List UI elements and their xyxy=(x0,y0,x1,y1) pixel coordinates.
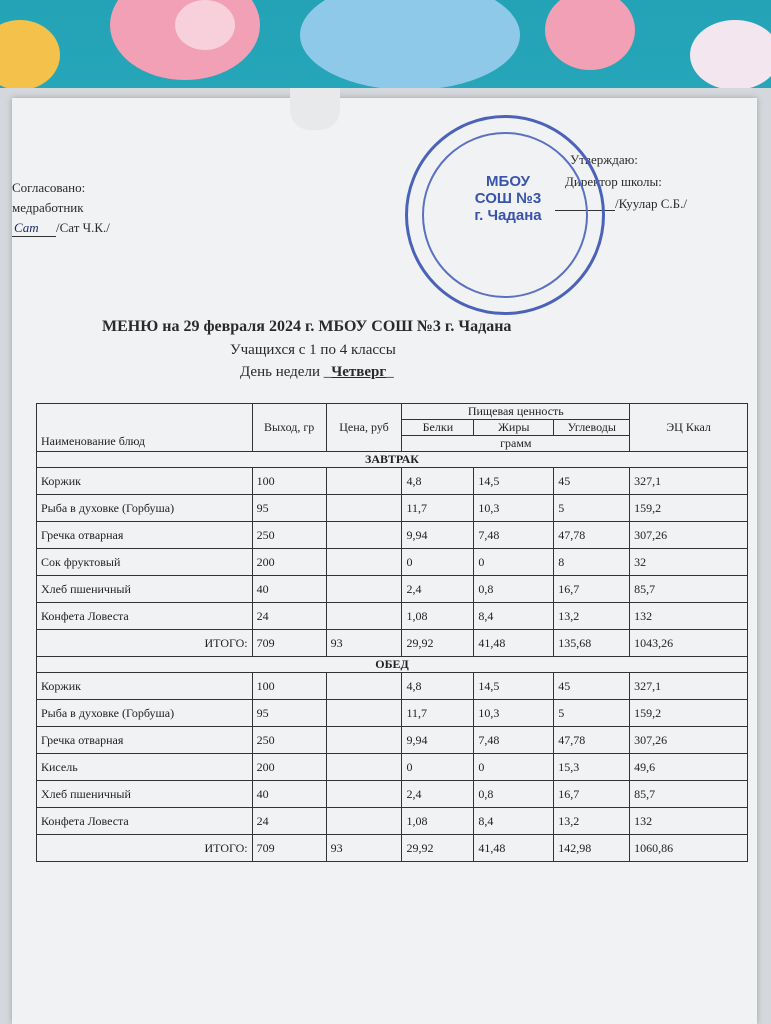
agreed-name: /Сат Ч.К./ xyxy=(56,220,110,235)
cell-carbs: 5 xyxy=(554,700,630,727)
total-carbs: 135,68 xyxy=(554,630,630,657)
menu-table xyxy=(36,403,748,862)
cell-kcal: 159,2 xyxy=(630,495,748,522)
cell-carbs: 16,7 xyxy=(554,781,630,808)
cell-fat: 0 xyxy=(474,549,554,576)
total-label: ИТОГО: xyxy=(37,835,253,862)
table-row xyxy=(37,576,748,603)
cell-protein: 0 xyxy=(402,754,474,781)
cell-name: Гречка отварная xyxy=(37,522,253,549)
cell-carbs: 15,3 xyxy=(554,754,630,781)
flower-decoration xyxy=(545,0,635,70)
flower-decoration xyxy=(690,20,771,90)
table-row xyxy=(37,495,748,522)
menu-table-body xyxy=(37,452,748,862)
col-yield-header: Выход, гр xyxy=(252,404,326,452)
cell-kcal: 159,2 xyxy=(630,700,748,727)
table-row xyxy=(37,549,748,576)
table-row xyxy=(37,522,748,549)
cell-protein: 9,94 xyxy=(402,727,474,754)
cell-price xyxy=(326,468,402,495)
cell-carbs: 45 xyxy=(554,468,630,495)
stamp-line: г. Чадана xyxy=(474,207,542,224)
total-carbs: 142,98 xyxy=(554,835,630,862)
cell-price xyxy=(326,576,402,603)
cell-carbs: 5 xyxy=(554,495,630,522)
weekday-line xyxy=(240,364,394,381)
cell-price xyxy=(326,700,402,727)
section-title: ЗАВТРАК xyxy=(37,452,748,468)
cell-kcal: 132 xyxy=(630,808,748,835)
cell-protein: 9,94 xyxy=(402,522,474,549)
cell-price xyxy=(326,549,402,576)
total-row xyxy=(37,630,748,657)
cell-fat: 14,5 xyxy=(474,468,554,495)
cell-kcal: 307,26 xyxy=(630,522,748,549)
cell-fat: 10,3 xyxy=(474,700,554,727)
cell-carbs: 8 xyxy=(554,549,630,576)
stamp-line: МБОУ xyxy=(486,173,530,190)
col-name-header: Наименование блюд xyxy=(37,404,253,452)
cell-fat: 8,4 xyxy=(474,808,554,835)
cell-yield: 40 xyxy=(252,576,326,603)
cell-fat: 8,4 xyxy=(474,603,554,630)
cell-yield: 95 xyxy=(252,495,326,522)
total-label: ИТОГО: xyxy=(37,630,253,657)
cell-price xyxy=(326,603,402,630)
cell-name: Хлеб пшеничный xyxy=(37,781,253,808)
cell-name: Рыба в духовке (Горбуша) xyxy=(37,700,253,727)
cell-protein: 11,7 xyxy=(402,700,474,727)
cell-fat: 7,48 xyxy=(474,522,554,549)
agreed-role: медработник xyxy=(12,200,84,215)
cell-yield: 95 xyxy=(252,700,326,727)
cell-kcal: 85,7 xyxy=(630,576,748,603)
cell-price xyxy=(326,522,402,549)
total-kcal: 1043,26 xyxy=(630,630,748,657)
total-protein: 29,92 xyxy=(402,835,474,862)
cell-fat: 7,48 xyxy=(474,727,554,754)
cell-price xyxy=(326,727,402,754)
cell-price xyxy=(326,495,402,522)
sleeve-tab xyxy=(290,88,340,130)
col-unit-header: грамм xyxy=(402,436,630,452)
table-row xyxy=(37,808,748,835)
cell-name: Сок фруктовый xyxy=(37,549,253,576)
cell-name: Конфета Ловеста xyxy=(37,808,253,835)
cell-fat: 14,5 xyxy=(474,673,554,700)
col-fat-header: Жиры xyxy=(474,420,554,436)
cell-protein: 4,8 xyxy=(402,468,474,495)
cell-yield: 100 xyxy=(252,673,326,700)
cell-name: Коржик xyxy=(37,673,253,700)
cell-price xyxy=(326,754,402,781)
cell-carbs: 47,78 xyxy=(554,727,630,754)
total-kcal: 1060,86 xyxy=(630,835,748,862)
cell-kcal: 49,6 xyxy=(630,754,748,781)
weekday-label: День недели _ xyxy=(240,364,332,380)
table-row xyxy=(37,781,748,808)
stamp-line: СОШ №3 xyxy=(474,190,542,207)
cell-yield: 24 xyxy=(252,603,326,630)
cell-yield: 100 xyxy=(252,468,326,495)
table-row xyxy=(37,754,748,781)
cell-kcal: 307,26 xyxy=(630,727,748,754)
cell-name: Кисель xyxy=(37,754,253,781)
total-protein: 29,92 xyxy=(402,630,474,657)
weekday-value: Четверг xyxy=(331,364,387,380)
cell-protein: 1,08 xyxy=(402,603,474,630)
total-row xyxy=(37,835,748,862)
stamp-text xyxy=(466,173,550,224)
cell-carbs: 47,78 xyxy=(554,522,630,549)
cell-fat: 10,3 xyxy=(474,495,554,522)
cell-yield: 250 xyxy=(252,727,326,754)
table-row xyxy=(37,468,748,495)
total-yield: 709 xyxy=(252,630,326,657)
cell-protein: 0 xyxy=(402,549,474,576)
table-row xyxy=(37,673,748,700)
col-carbs-header: Углеводы xyxy=(554,420,630,436)
section-row xyxy=(37,657,748,673)
total-price: 93 xyxy=(326,630,402,657)
cell-protein: 4,8 xyxy=(402,673,474,700)
approve-role: Директор школы: xyxy=(565,174,662,189)
total-fat: 41,48 xyxy=(474,630,554,657)
total-yield: 709 xyxy=(252,835,326,862)
cell-kcal: 85,7 xyxy=(630,781,748,808)
cell-carbs: 45 xyxy=(554,673,630,700)
col-price-header: Цена, руб xyxy=(326,404,402,452)
agreed-signature: Сат xyxy=(14,220,39,235)
cell-name: Хлеб пшеничный xyxy=(37,576,253,603)
page-title: МЕНЮ на 29 февраля 2024 г. МБОУ СОШ №3 г. Чадана xyxy=(102,318,512,335)
cell-carbs: 16,7 xyxy=(554,576,630,603)
cell-kcal: 327,1 xyxy=(630,673,748,700)
flower-decoration xyxy=(175,0,235,50)
cell-yield: 250 xyxy=(252,522,326,549)
col-protein-header: Белки xyxy=(402,420,474,436)
cell-yield: 200 xyxy=(252,754,326,781)
cell-name: Рыба в духовке (Горбуша) xyxy=(37,495,253,522)
table-row xyxy=(37,700,748,727)
cell-kcal: 32 xyxy=(630,549,748,576)
cell-carbs: 13,2 xyxy=(554,603,630,630)
cell-fat: 0,8 xyxy=(474,576,554,603)
weekday-suffix: _ xyxy=(386,364,394,380)
cell-yield: 24 xyxy=(252,808,326,835)
section-row xyxy=(37,452,748,468)
table-row xyxy=(37,603,748,630)
flower-decoration xyxy=(0,20,60,90)
agreed-signature-line xyxy=(12,222,56,237)
page-subtitle: Учащихся с 1 по 4 классы xyxy=(230,342,396,358)
cell-protein: 11,7 xyxy=(402,495,474,522)
col-energy-header: ЭЦ Ккал xyxy=(630,404,748,452)
cell-name: Коржик xyxy=(37,468,253,495)
total-price: 93 xyxy=(326,835,402,862)
approve-label: Утверждаю: xyxy=(570,152,638,167)
cell-yield: 40 xyxy=(252,781,326,808)
cell-protein: 2,4 xyxy=(402,781,474,808)
cell-price xyxy=(326,808,402,835)
cell-yield: 200 xyxy=(252,549,326,576)
approve-name: /Куулар С.Б./ xyxy=(615,196,687,211)
cell-name: Конфета Ловеста xyxy=(37,603,253,630)
cell-kcal: 327,1 xyxy=(630,468,748,495)
total-fat: 41,48 xyxy=(474,835,554,862)
flower-decoration xyxy=(300,0,520,90)
col-nutrition-header: Пищевая ценность xyxy=(402,404,630,420)
cell-price xyxy=(326,781,402,808)
cell-carbs: 13,2 xyxy=(554,808,630,835)
agreed-label: Согласовано: xyxy=(12,180,86,195)
cell-kcal: 132 xyxy=(630,603,748,630)
cell-price xyxy=(326,673,402,700)
cell-fat: 0 xyxy=(474,754,554,781)
table-row xyxy=(37,727,748,754)
cell-name: Гречка отварная xyxy=(37,727,253,754)
cell-fat: 0,8 xyxy=(474,781,554,808)
cell-protein: 1,08 xyxy=(402,808,474,835)
cell-protein: 2,4 xyxy=(402,576,474,603)
school-stamp xyxy=(405,115,605,315)
section-title: ОБЕД xyxy=(37,657,748,673)
